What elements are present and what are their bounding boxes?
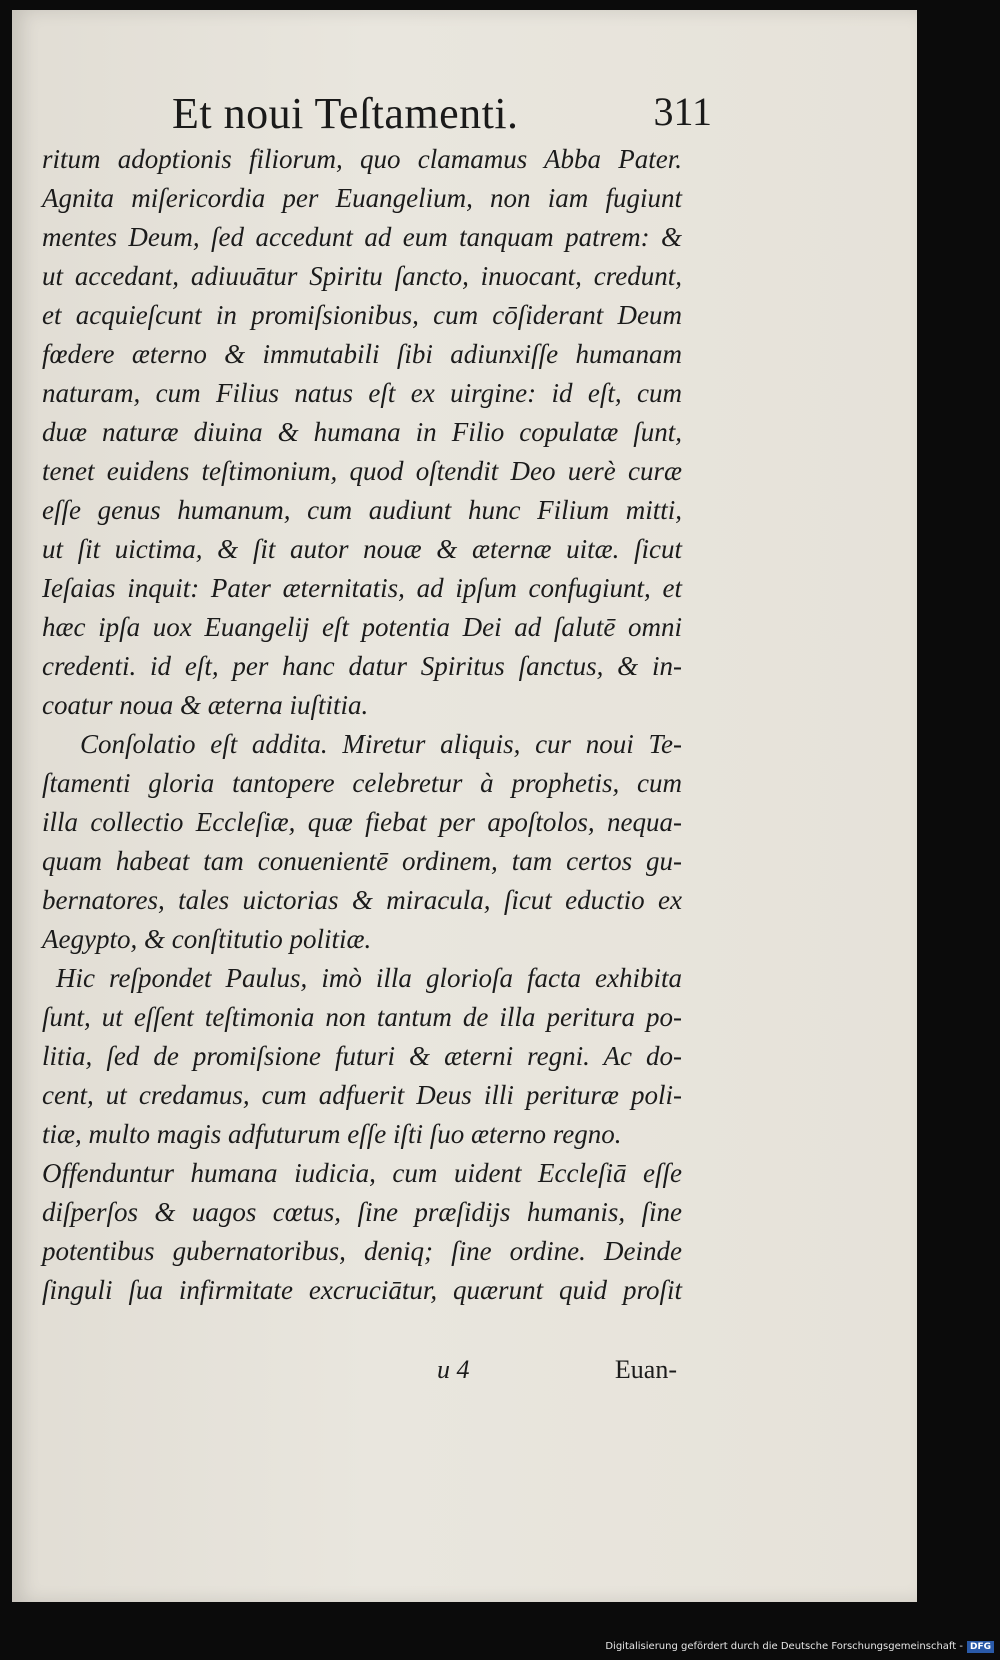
page-footer [437,1355,677,1391]
running-head: Et noui Teſtamenti. [172,89,519,138]
text-line: et acquieſcunt in promiſsionibus, cum cōſiderant Deum [42,300,682,330]
text-line: eſſe genus humanum, cum audiunt hunc Filium mitti, [42,495,682,525]
text-line: quam habeat tam conuenientē ordinem, tam certos gu- [42,846,682,876]
text-line: ut ſit uictima, & ſit autor nouæ & æternæ uitæ. ſicut [42,534,682,564]
text-line: duæ naturæ diuina & humana in Filio copulatæ ſunt, [42,417,682,447]
text-line: ut accedant, adiuuātur Spiritu ſancto, inuocant, credunt, [42,261,682,291]
book-page [12,10,917,1602]
text-line: mentes Deum, ſed accedunt ad eum tanquam patrem: & [42,222,682,252]
text-line: ſtamenti gloria tantopere celebretur à prophetis, cum [42,768,682,798]
page-number: 311 [653,89,712,134]
signature-mark: u 4 [437,1355,470,1384]
text-line: tenet euidens teſtimonium, quod oſtendit Deo uerè curæ [42,456,682,486]
text-line: Ieſaias inquit: Pater æternitatis, ad ipſum confugiunt, et [42,573,682,603]
text-line: fœdere æterno & immutabili ſibi adiunxiſſe humanam [42,339,682,369]
text-line: litia, ſed de promiſsione futuri & æterni regni. Ac do- [42,1041,682,1071]
paragraph-first-line: Conſolatio eſt addita. Miretur aliquis, cur noui Te- [80,729,682,759]
dfg-logo: DFG [967,1641,994,1653]
credit-text: Digitalisierung gefördert durch die Deutsche Forschungsgemeinschaft - [605,1641,963,1652]
text-line: ritum adoptionis filiorum, quo clamamus Abba Pater. [42,144,682,174]
page-header [172,88,712,148]
text-line: ſinguli ſua infirmitate excruciātur, quærunt quid proſit [42,1275,682,1305]
body-text [42,140,697,1450]
text-line: illa collectio Eccleſiæ, quæ fiebat per apoſtolos, nequa- [42,807,682,837]
text-line: credenti. id eſt, per hanc datur Spiritus ſanctus, & in- [42,651,682,681]
text-line: Offenduntur humana iudicia, cum uident Eccleſiā eſſe [42,1158,682,1188]
text-line: naturam, cum Filius natus eſt ex uirgine: id eſt, cum [42,378,682,408]
text-line: Agnita miſericordia per Euangelium, non iam fugiunt [42,183,682,213]
text-line: ſunt, ut eſſent teſtimonia non tantum de illa peritura po- [42,1002,682,1032]
text-line: diſperſos & uagos cœtus, ſine præſidijs humanis, ſine [42,1197,682,1227]
text-line: coatur noua & æterna iuſtitia. [42,690,369,720]
text-line: potentibus gubernatoribus, deniq; ſine ordine. Deinde [42,1236,682,1266]
catchword: Euan- [614,1355,677,1384]
text-line: hæc ipſa uox Euangelij eſt potentia Dei ad ſalutē omni [42,612,682,642]
digitization-credit [605,1640,994,1654]
text-line: Aegypto, & conſtitutio politiæ. [42,924,372,954]
text-line: bernatores, tales uictorias & miracula, ſicut eductio ex [42,885,682,915]
paragraph-first-line: Hic reſpondet Paulus, imò illa glorioſa facta exhibita [56,963,682,993]
text-line: cent, ut credamus, cum adfuerit Deus illi perituræ poli- [42,1080,682,1110]
text-line: tiæ, multo magis adfuturum eſſe iſti ſuo æterno regno. [42,1119,622,1149]
